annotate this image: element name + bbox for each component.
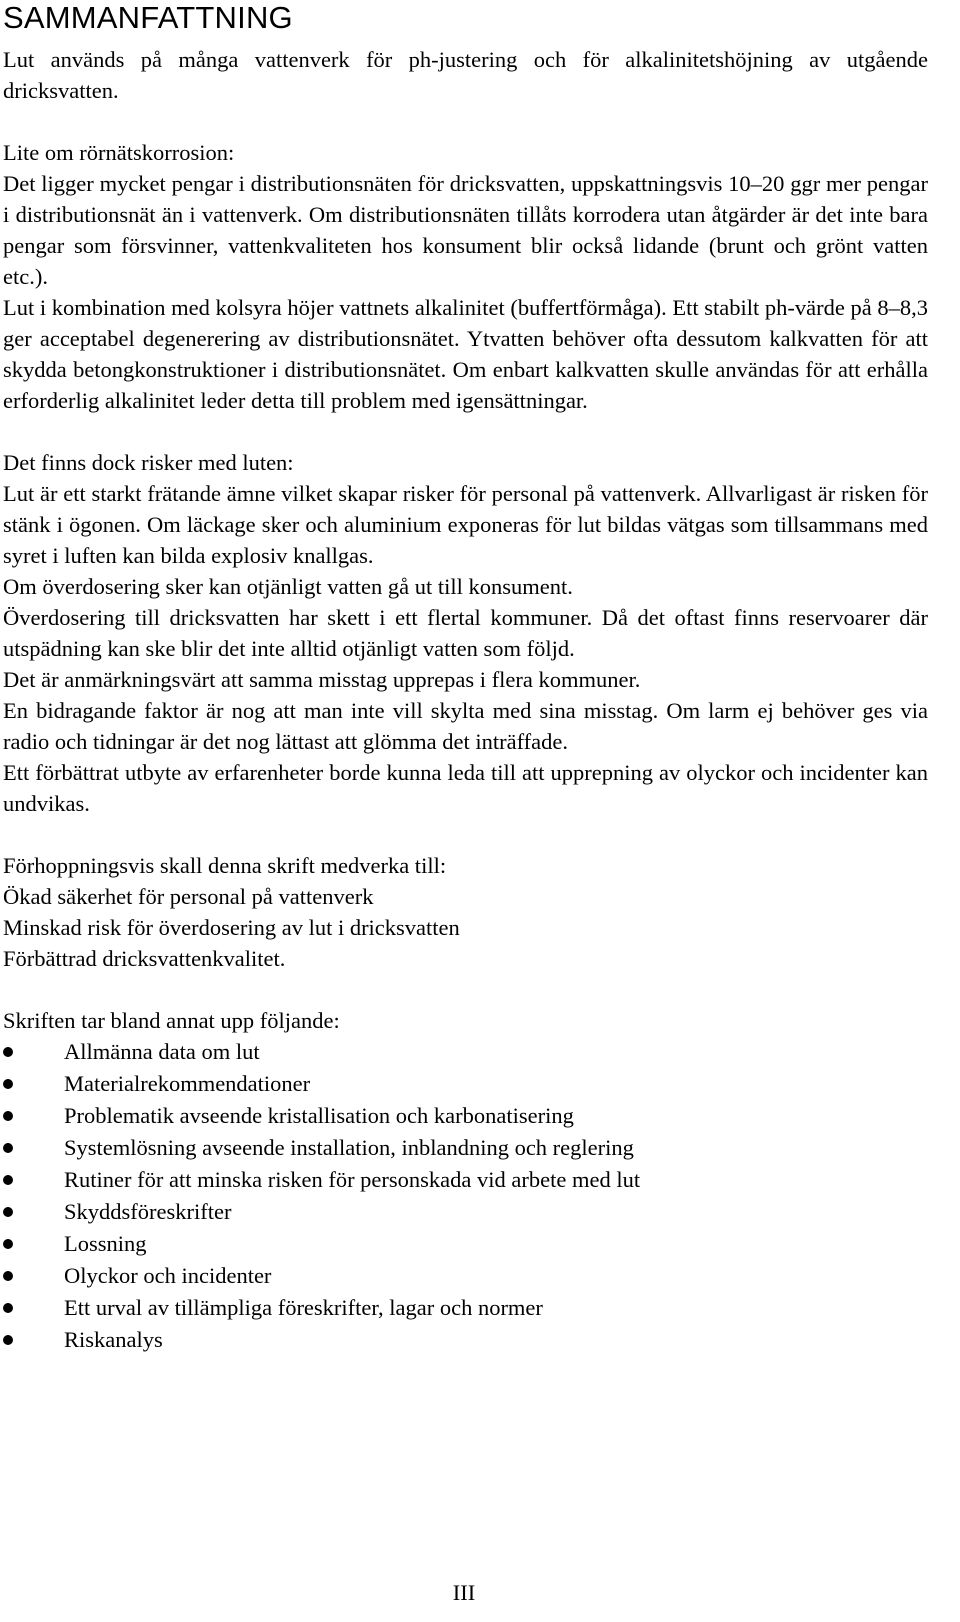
risks-title: Det finns dock risker med luten: (3, 450, 294, 475)
hopes-item: Förbättrad dricksvattenkvalitet. (3, 946, 286, 971)
risks-paragraph-6: Ett förbättrat utbyte av erfarenheter borde kunna leda till att upprepning av olyckor och incidenter kan undvikas. (3, 760, 928, 816)
intro-paragraph: Lut används på många vattenverk för ph-justering och för alkalinitetshöjning av utgående dricksvatten. (3, 47, 928, 103)
bullet-icon (3, 1079, 13, 1089)
list-item: Riskanalys (3, 1324, 928, 1356)
bullet-icon (3, 1047, 13, 1057)
alkalinity-paragraph: Lut i kombination med kolsyra höjer vattnets alkalinitet (buffertförmåga). Ett stabilt ph-värde på 8–8,3 ger acceptabel degenerering av distributionsnätet. Ytvatten behöver ofta dessutom kalkvatten för att skydda betongkonstruktioner i distributionsnätet. Om enbart kalkvatten skulle användas för att erhålla erforderlig alkalinitet leder detta till problem med igensättningar. (3, 295, 928, 413)
page-heading: SAMMANFATTNING (3, 0, 293, 35)
bullet-icon (3, 1271, 13, 1281)
list-item: Olyckor och incidenter (3, 1260, 928, 1292)
hopes-item: Ökad säkerhet för personal på vattenverk (3, 884, 374, 909)
list-item: Allmänna data om lut (3, 1036, 928, 1068)
bullet-icon (3, 1303, 13, 1313)
bullet-icon (3, 1335, 13, 1345)
bullet-icon (3, 1175, 13, 1185)
hopes-item: Minskad risk för överdosering av lut i dricksvatten (3, 915, 460, 940)
risks-paragraph-5: En bidragande faktor är nog att man inte vill skylta med sina misstag. Om larm ej behöver ges via radio och tidningar är det nog lättast att glömma det inträffade. (3, 698, 928, 754)
risks-paragraph-2: Om överdosering sker kan otjänligt vatten gå ut till konsument. (3, 574, 573, 599)
bullet-icon (3, 1239, 13, 1249)
risks-paragraph-3: Överdosering till dricksvatten har skett i ett flertal kommuner. Då det oftast finns reservoarer där utspädning kan ske blir det inte alltid otjänligt vatten som följd. (3, 605, 928, 661)
list-item: Lossning (3, 1228, 928, 1260)
hopes-title: Förhoppningsvis skall denna skrift medverka till: (3, 853, 447, 878)
list-item: Problematik avseende kristallisation och karbonatisering (3, 1100, 928, 1132)
page-number: III (452, 1580, 476, 1605)
bullet-icon (3, 1143, 13, 1153)
contents-list (3, 1036, 928, 1356)
list-item: Systemlösning avseende installation, inblandning och reglering (3, 1132, 928, 1164)
corrosion-title: Lite om rörnätskorrosion: (3, 140, 235, 165)
corrosion-paragraph: Det ligger mycket pengar i distributionsnäten för dricksvatten, uppskattningsvis 10–20 ggr mer pengar i distributionsnät än i vattenverk. Om distributionsnäten tillåts korrodera utan åtgärder är det inte bara pengar som försvinner, vattenkvaliteten hos konsument blir också lidande (brunt och grönt vatten etc.). (3, 171, 928, 289)
risks-paragraph-4: Det är anmärkningsvärt att samma misstag upprepas i flera kommuner. (3, 667, 641, 692)
list-item: Ett urval av tillämpliga föreskrifter, lagar och normer (3, 1292, 928, 1324)
document-page (3, 0, 928, 1356)
bullet-icon (3, 1207, 13, 1217)
list-item: Materialrekommendationer (3, 1068, 928, 1100)
list-item: Rutiner för att minska risken för personskada vid arbete med lut (3, 1164, 928, 1196)
bullet-icon (3, 1111, 13, 1121)
list-item: Skyddsföreskrifter (3, 1196, 928, 1228)
risks-paragraph-1: Lut är ett starkt frätande ämne vilket skapar risker för personal på vattenverk. Allvarligast är risken för stänk i ögonen. Om läckage sker och aluminium exponeras för lut bildas vätgas som tillsammans med syret i luften kan bilda explosiv knallgas. (3, 481, 928, 568)
contents-title: Skriften tar bland annat upp följande: (3, 1008, 340, 1033)
